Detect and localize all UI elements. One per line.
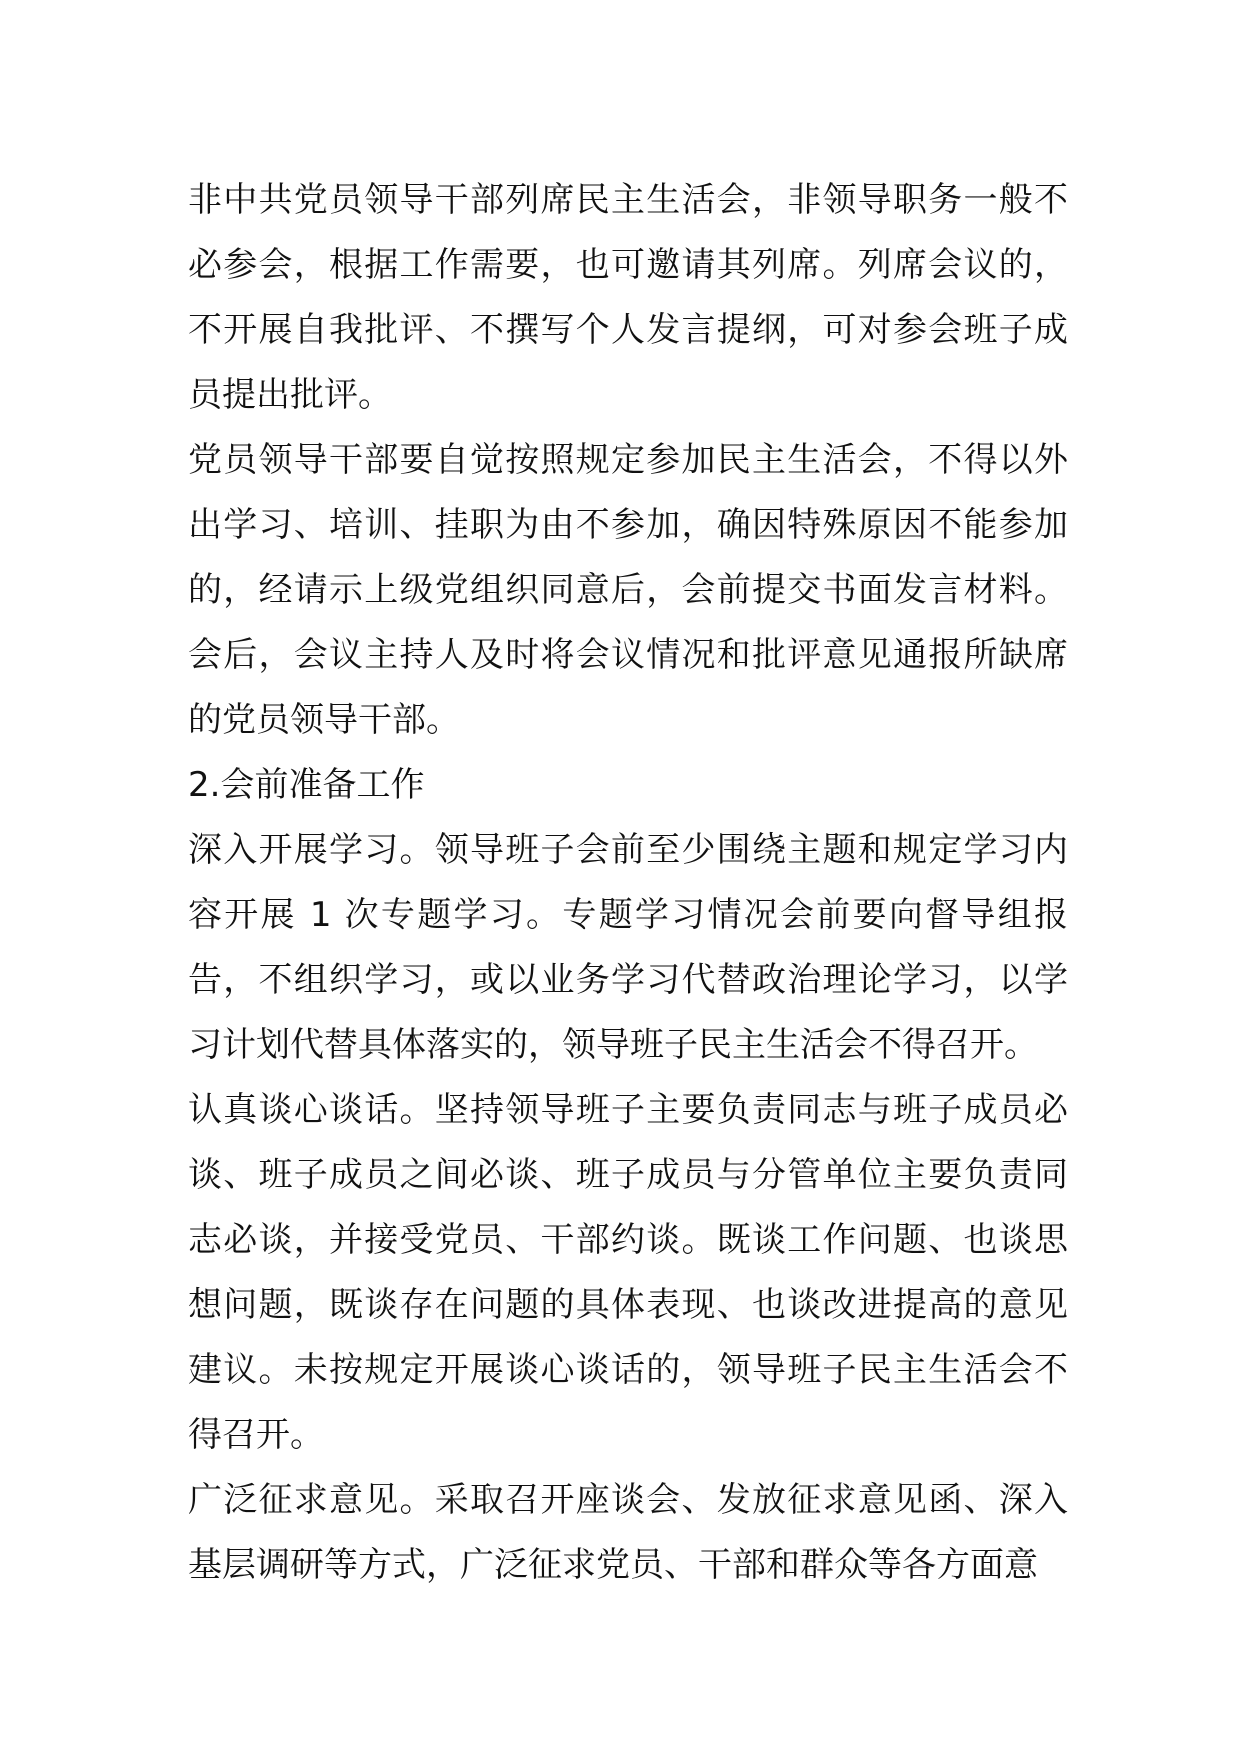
paragraph-nonparty-attendance: 非中共党员领导干部列席民主生活会，非领导职务一般不必参会，根据工作需要，也可邀请其列席。列席会议的，不开展自我批评、不撰写个人发言提纲，可对参会班子成员提出批评。 [188,180,1068,415]
paragraph-study: 深入开展学习。领导班子会前至少围绕主题和规定学习内容开展 1 次专题学习。专题学习情况会前要向督导组报告，不组织学习，或以业务学习代替政治理论学习，以学习计划代替具体落实的，领导班子民主生活会不得召开。 [188,830,1068,1065]
paragraph-heart-to-heart-talks: 认真谈心谈话。坚持领导班子主要负责同志与班子成员必谈、班子成员之间必谈、班子成员与分管单位主要负责同志必谈，并接受党员、干部约谈。既谈工作问题、也谈思想问题，既谈存在问题的具体表现、也谈改进提高的意见建议。未按规定开展谈心谈话的，领导班子民主生活会不得召开。 [188,1090,1068,1455]
paragraph-attendance-requirement: 党员领导干部要自觉按照规定参加民主生活会，不得以外出学习、培训、挂职为由不参加，确因特殊原因不能参加的，经请示上级党组织同意后，会前提交书面发言材料。会后，会议主持人及时将会议情况和批评意见通报所缺席的党员领导干部。 [188,440,1068,740]
section-heading-preparation: 2.会前准备工作 [188,765,425,805]
paragraph-solicit-opinions: 广泛征求意见。采取召开座谈会、发放征求意见函、深入基层调研等方式，广泛征求党员、干部和群众等各方面意 [188,1480,1068,1585]
document-body [188,168,1068,1598]
